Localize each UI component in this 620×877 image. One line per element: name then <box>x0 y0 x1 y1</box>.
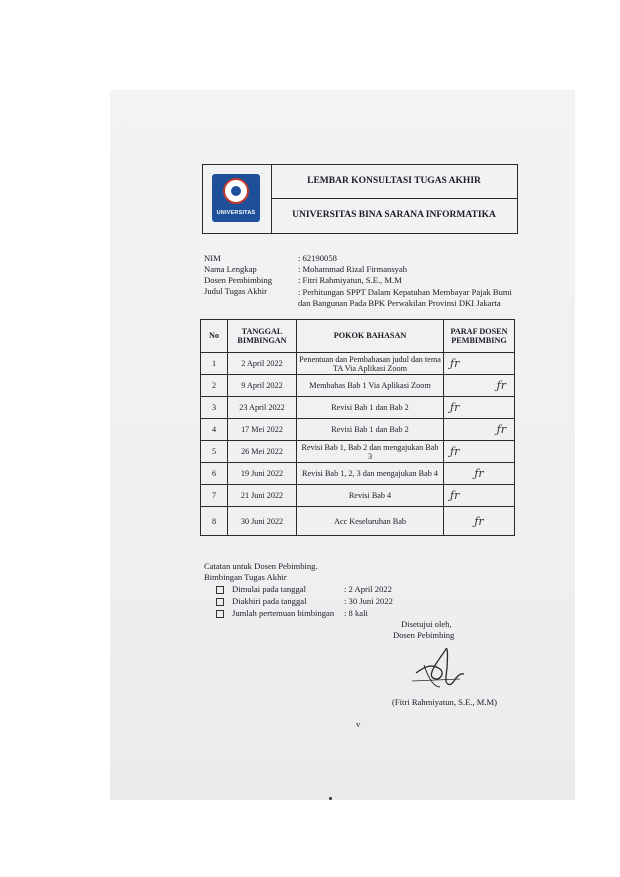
name-label: Nama Lengkap <box>204 264 257 274</box>
checkbox-icon <box>216 586 224 594</box>
row-signature <box>444 419 515 441</box>
row-topic: Acc Keseluruhan Bab <box>297 507 444 536</box>
row-topic: Revisi Bab 1, Bab 2 dan mengajukan Bab 3 <box>297 441 444 463</box>
row-no: 7 <box>201 485 228 507</box>
logo-emblem <box>223 178 249 204</box>
row-topic: Revisi Bab 1 dan Bab 2 <box>297 397 444 419</box>
initial-signature: ƒr <box>496 379 506 392</box>
document-title: LEMBAR KONSULTASI TUGAS AKHIR <box>271 165 517 199</box>
initial-signature: ƒr <box>450 357 460 370</box>
table-row <box>201 419 515 441</box>
note-item <box>216 584 306 595</box>
row-signature <box>444 375 515 397</box>
initial-signature: ƒr <box>474 514 484 528</box>
header-no: No <box>201 320 228 353</box>
row-no: 5 <box>201 441 228 463</box>
document-header <box>202 164 518 234</box>
initial-signature: ƒr <box>450 489 460 502</box>
row-date: 23 April 2022 <box>228 397 297 419</box>
logo-text: UNIVERSITAS <box>216 210 256 216</box>
note-item <box>216 608 334 619</box>
scan-dot <box>329 797 332 800</box>
advisor-label: Dosen Pembimbing <box>204 275 273 285</box>
row-date: 30 Juni 2022 <box>228 507 297 536</box>
notes-subheading: Bimbingan Tugas Akhir <box>204 572 287 582</box>
table-row <box>201 463 515 485</box>
table-row <box>201 397 515 419</box>
note-label: Dimulai pada tanggal <box>232 584 306 594</box>
nim-label: NIM <box>204 253 221 263</box>
header-topic: POKOK BAHASAN <box>297 320 444 353</box>
notes-heading: Catatan untuk Dosen Pebimbing. <box>204 561 318 571</box>
initial-signature: ƒr <box>450 445 460 458</box>
note-value: : 2 April 2022 <box>344 584 392 594</box>
row-no: 4 <box>201 419 228 441</box>
approval-text: Disetujui oleh, <box>401 619 452 629</box>
approver-name: (Fitri Rahmiyatun, S.E., M.M) <box>392 697 498 707</box>
row-date: 2 April 2022 <box>228 353 297 375</box>
university-logo <box>212 174 260 222</box>
row-no: 1 <box>201 353 228 375</box>
row-no: 2 <box>201 375 228 397</box>
row-signature <box>444 397 515 419</box>
table-row <box>201 441 515 463</box>
table-row <box>201 507 515 536</box>
thesis-title-value: : Perhitungan SPPT Dalam Kepatuhan Membayar Pajak Bumi dan Bangunan Pada BPK Perwakilan Provinsi DKI Jakarta <box>298 287 512 308</box>
table-row <box>201 353 515 375</box>
row-no: 8 <box>201 507 228 536</box>
row-no: 6 <box>201 463 228 485</box>
university-name: UNIVERSITAS BINA SARANA INFORMATIKA <box>292 210 496 220</box>
page-number: v <box>356 719 361 729</box>
logo-cell <box>203 165 272 233</box>
note-value: : 30 Juni 2022 <box>344 596 393 606</box>
header-signature: PARAF DOSEN PEMBIMBING <box>444 320 515 353</box>
advisor-signature <box>410 643 466 693</box>
row-date: 9 April 2022 <box>228 375 297 397</box>
note-label: Jumlah pertemuan bimbingan <box>232 608 335 618</box>
row-signature <box>444 353 515 375</box>
row-no: 3 <box>201 397 228 419</box>
table-header-row <box>201 320 515 353</box>
checkbox-icon <box>216 610 224 618</box>
row-topic: Revisi Bab 1, 2, 3 dan mengajukan Bab 4 <box>297 463 444 485</box>
row-signature <box>444 441 515 463</box>
row-signature <box>444 485 515 507</box>
row-signature <box>444 507 515 536</box>
row-topic: Revisi Bab 1 dan Bab 2 <box>297 419 444 441</box>
initial-signature: ƒr <box>496 423 506 436</box>
name-value: : Mohammad Rizal Firmansyah <box>298 264 408 274</box>
row-topic: Penentuan dan Pembahasan judul dan tema TA Via Aplikasi Zoom <box>297 353 444 375</box>
initial-signature: ƒr <box>450 401 460 414</box>
table-row <box>201 485 515 507</box>
row-date: 21 Juni 2022 <box>228 485 297 507</box>
nim-value: : 62190058 <box>298 253 337 263</box>
row-date: 26 Mei 2022 <box>228 441 297 463</box>
note-value: : 8 kali <box>344 608 368 618</box>
note-item <box>216 596 306 607</box>
row-date: 17 Mei 2022 <box>228 419 297 441</box>
initial-signature: ƒr <box>474 467 484 480</box>
row-topic: Membahas Bab 1 Via Aplikasi Zoom <box>297 375 444 397</box>
advisor-value: : Fitri Rahmiyatun, S.E., M.M <box>298 275 402 285</box>
table-row <box>201 375 515 397</box>
header-date: TANGGAL BIMBINGAN <box>228 320 297 353</box>
approver-role: Dosen Pebimbing <box>393 630 455 640</box>
note-label: Diakhiri pada tanggal <box>232 596 307 606</box>
row-signature <box>444 463 515 485</box>
row-date: 19 Juni 2022 <box>228 463 297 485</box>
consultation-table <box>200 319 515 536</box>
row-topic: Revisi Bab 4 <box>297 485 444 507</box>
checkbox-icon <box>216 598 224 606</box>
thesis-title-label: Judul Tugas Akhir <box>204 286 268 296</box>
